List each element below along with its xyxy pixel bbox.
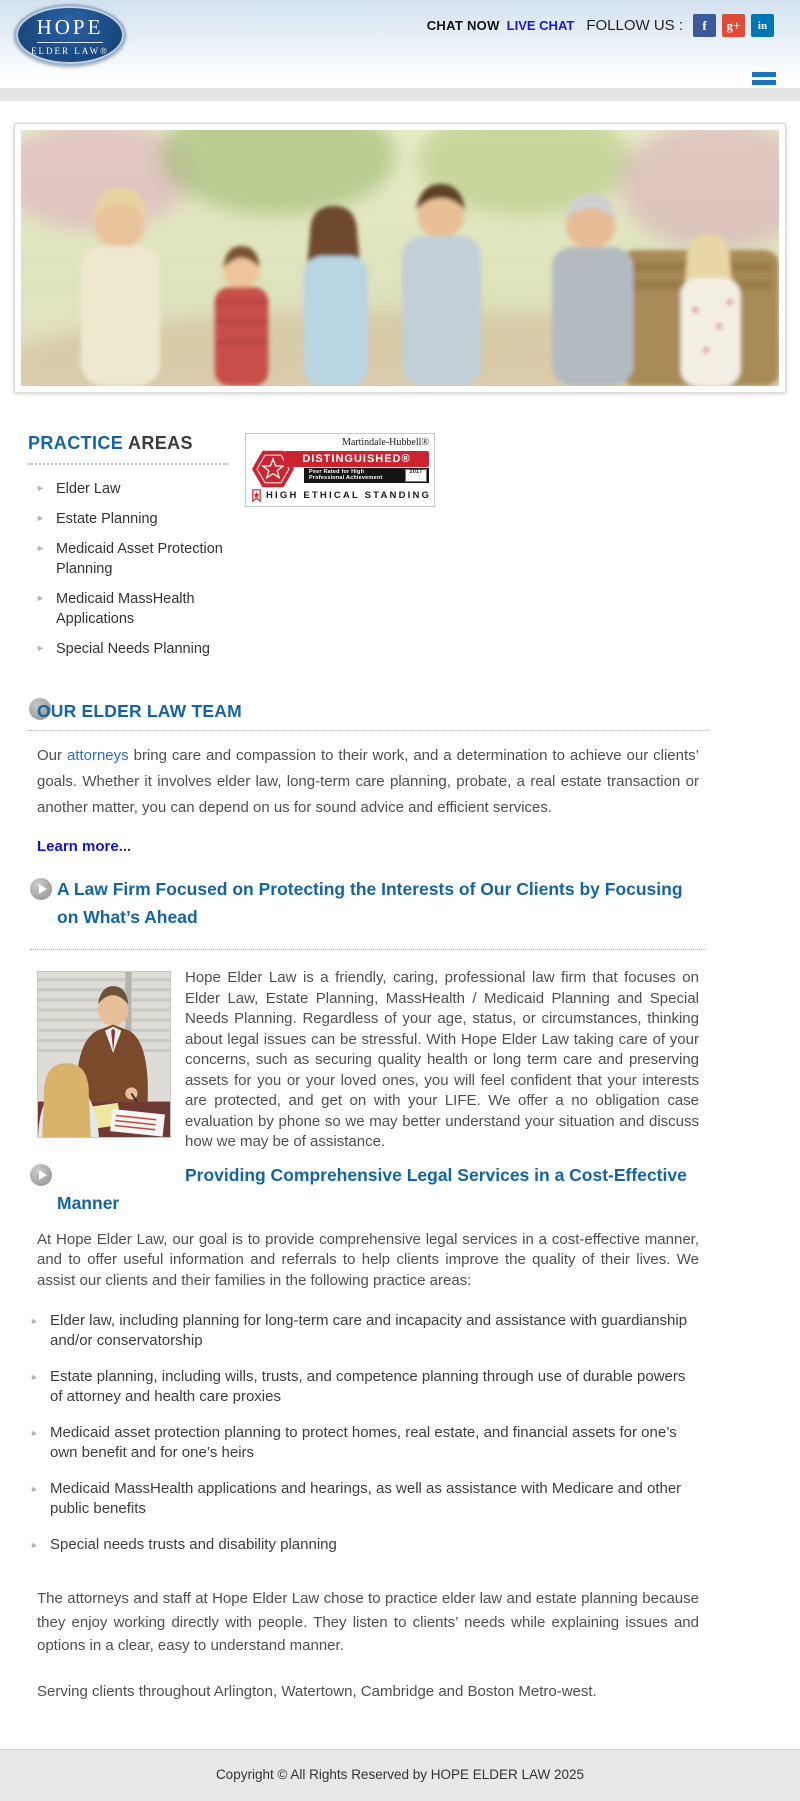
arrow-bullet-icon: ►	[30, 1428, 39, 1438]
service-item-asset-protection	[30, 1423, 699, 1463]
chat-now-label: CHAT NOW	[426, 18, 500, 33]
focus-body-block	[30, 968, 699, 1703]
badge-distinguished-banner: DISTINGUISHED®	[284, 451, 429, 467]
practice-link-elder-law[interactable]	[28, 479, 228, 499]
logo-divider	[37, 42, 103, 43]
arrow-bullet-icon: ►	[30, 1372, 39, 1382]
service-item-text: Medicaid MassHealth applications and hearings, as well as assistance with Medicare and other public benefits	[50, 1480, 682, 1517]
service-item-text: Elder law, including planning for long-term care and incapacity and assistance with guardianship and/or conservatorship	[50, 1312, 688, 1349]
practice-title-primary: PRACTICE	[28, 433, 124, 453]
badge-footer-row	[252, 489, 431, 502]
services-heading	[37, 1161, 699, 1217]
arrow-bullet-icon: ►	[36, 593, 45, 603]
badge-footer-label: HIGH ETHICAL STANDING	[266, 490, 432, 501]
hamburger-bar	[752, 80, 776, 85]
practice-areas-list	[28, 479, 228, 659]
logo-text-hope: HOPE	[36, 14, 104, 39]
copyright-text: Copyright © All Rights Reserved by HOPE ELDER LAW 2025	[215, 1766, 585, 1782]
badge-year: 2017	[405, 469, 427, 482]
service-item-elder-law	[30, 1311, 699, 1351]
practice-item-label: Elder Law	[56, 481, 121, 497]
badge-brand-label: Martindale-Hubbell®	[341, 437, 429, 448]
play-circle-icon	[30, 1164, 52, 1186]
focus-heading	[37, 875, 699, 931]
social-icons	[693, 14, 774, 37]
closing-paragraph: The attorneys and staff at Hope Elder Law chose to practice elder law and estate planning because they enjoy working directly with people. They listen to clients’ needs while explaining issues and options in a clear, easy to understand manner.	[37, 1590, 699, 1654]
service-item-text: Special needs trusts and disability planning	[50, 1536, 337, 1553]
arrow-bullet-icon: ►	[36, 483, 45, 493]
badge-ribbon-icon	[252, 489, 261, 502]
service-item-masshealth	[30, 1479, 699, 1519]
practice-item-label: Medicaid Asset Protection Planning	[56, 541, 223, 577]
services-list	[30, 1311, 699, 1555]
badge-sub-line1: Peer Rated for High	[309, 469, 365, 475]
arrow-bullet-icon: ►	[36, 543, 45, 553]
nav-strip	[0, 88, 800, 101]
site-logo[interactable]	[14, 4, 126, 66]
site-header	[0, 0, 800, 101]
services-heading-text: Providing Comprehensive Legal Services in a Cost-Effective Manner	[57, 1164, 687, 1213]
practice-item-label: Special Needs Planning	[56, 641, 210, 657]
practice-item-label: Estate Planning	[56, 511, 158, 527]
live-chat-link[interactable]: LIVE CHAT	[506, 18, 575, 33]
main-content	[14, 393, 722, 1703]
follow-us-label: FOLLOW US :	[586, 17, 683, 34]
hero-image-frame	[14, 123, 786, 393]
learn-more-row	[37, 838, 699, 855]
team-heading	[28, 701, 708, 731]
practice-areas-section	[14, 393, 722, 675]
badge-peer-rated-bar	[304, 468, 429, 483]
arrow-bullet-icon: ►	[36, 513, 45, 523]
header-utility-bar	[427, 14, 774, 37]
learn-more-link[interactable]: Learn more	[37, 838, 119, 855]
badge-sub-line2: Professional Achievement	[309, 474, 383, 481]
team-section	[14, 701, 722, 1703]
attorney-photo	[37, 971, 171, 1138]
attorneys-link[interactable]: attorneys	[66, 747, 129, 764]
site-footer	[0, 1749, 800, 1801]
practice-link-medicaid-asset-protection[interactable]	[28, 539, 228, 579]
focus-paragraph: Hope Elder Law is a friendly, caring, professional law firm that focuses on Elder Law, Estate Planning, MassHealth / Medicaid Planning and Special Needs Planning. Regardless of your age, status, or circumstances, thinking about legal issues can be stressful. With Hope Elder Law taking care of your concerns, such as securing quality health or long term care and preserving assets for you or your loved ones, you will feel confident that your interests are protected, and get on with your LIFE. We offer a no obligation case evaluation by phone so we may better understand your situation and discuss how we may be of assistance.	[185, 969, 699, 1150]
team-heading-text: OUR ELDER LAW TEAM	[37, 701, 242, 721]
service-item-estate-planning	[30, 1367, 699, 1407]
practice-link-masshealth-applications[interactable]	[28, 589, 228, 629]
practice-link-estate-planning[interactable]	[28, 509, 228, 529]
hero-image	[21, 130, 779, 386]
play-triangle	[39, 1170, 47, 1180]
arrow-bullet-icon: ►	[30, 1540, 39, 1550]
attorney-photo-image	[38, 972, 170, 1137]
martindale-hubbell-badge[interactable]	[245, 433, 435, 507]
arrow-bullet-icon: ►	[30, 1316, 39, 1326]
arrow-bullet-icon: ►	[36, 643, 45, 653]
learn-more-ellipsis: ...	[118, 838, 132, 855]
service-item-text: Estate planning, including wills, trusts, and competence planning through use of durable powers of attorney and health care proxies	[50, 1368, 686, 1405]
serving-paragraph: Serving clients throughout Arlington, Watertown, Cambridge and Boston Metro-west.	[37, 1682, 597, 1700]
linkedin-icon[interactable]: in	[751, 14, 774, 37]
team-intro-pre: Our	[37, 747, 67, 764]
google-plus-icon[interactable]: g+	[722, 14, 745, 37]
practice-link-special-needs[interactable]	[28, 639, 228, 659]
facebook-icon[interactable]: f	[693, 14, 716, 37]
team-intro-post: bring care and compassion to their work, and a determination to achieve our clients’ goals. Whether it involves elder law, long-term care planning, probate, a real estate transaction or another matter, you can depend on us for sound advice and efficient services.	[37, 747, 699, 816]
service-item-special-needs	[30, 1535, 699, 1555]
focus-heading-text: A Law Firm Focused on Protecting the Interests of Our Clients by Focusing on What’s Ahead	[57, 879, 683, 927]
play-triangle	[39, 884, 47, 894]
practice-areas-column	[28, 433, 228, 669]
arrow-bullet-icon: ►	[30, 1484, 39, 1494]
practice-item-label: Medicaid MassHealth Applications	[56, 591, 195, 627]
service-item-text: Medicaid asset protection planning to protect homes, real estate, and financial assets for one’s own benefit and for one’s heirs	[50, 1424, 677, 1461]
dotted-divider	[30, 949, 706, 950]
team-intro-paragraph	[37, 743, 699, 821]
hamburger-bar	[752, 72, 776, 77]
practice-areas-title	[28, 433, 228, 465]
services-intro-paragraph: At Hope Elder Law, our goal is to provide comprehensive legal services in a cost-effective manner, and to offer useful information and referrals to help clients improve the quality of their lives. We assist our clients and their families in the following practice areas:	[37, 1230, 699, 1289]
practice-title-secondary: AREAS	[127, 433, 193, 453]
logo-text-elder-law: ELDER LAW®	[31, 45, 109, 56]
play-circle-icon	[30, 878, 52, 900]
